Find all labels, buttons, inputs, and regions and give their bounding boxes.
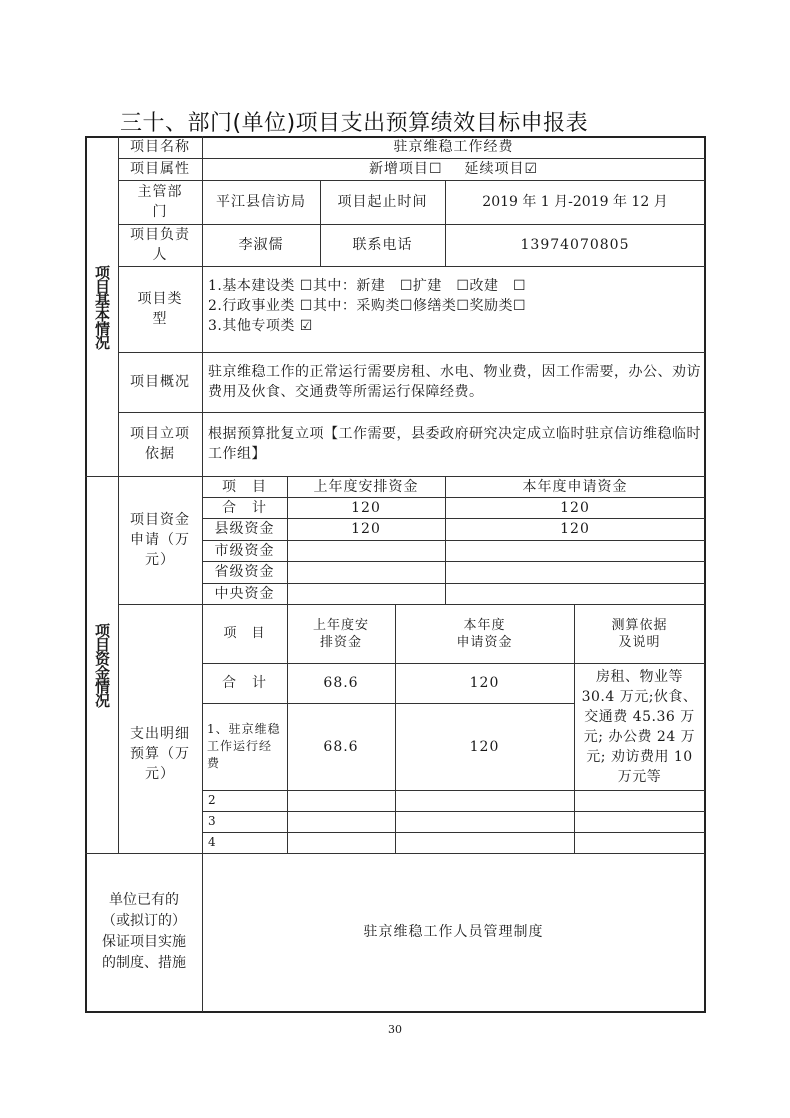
detail-row-item: 4 [208,835,217,849]
detail-row-last-year [287,811,395,832]
apply-row-last-year [287,540,445,561]
page-number: 30 [388,1023,402,1036]
attribute-continue-checkbox[interactable]: ☑ [524,161,539,177]
detail-row-last-year: 68.6 [323,738,359,755]
header-line: 申请资金 [456,634,513,650]
apply-row-this-year: 120 [560,521,590,537]
dept-label [118,180,202,224]
owner-value: 李淑儒 [238,237,284,253]
overview-value: 驻京维稳工作的正常运行需要房租、水电、物业费，因工作需要，办公、劝访费用及伙食、交通费等所需运行保障经费。 [208,364,701,400]
detail-row-item: 3 [208,814,217,828]
detail-header-last-year [287,604,395,663]
basis-value: 根据预算批复立项【工作需要，县委政府研究决定成立临时驻京信访维稳临时工作组】 [208,426,701,462]
apply-label-line: 申请（万 [130,532,190,548]
detail-row-this-year [395,790,574,811]
detail-header-this-year [395,604,574,663]
owner-label-line: 项目负责 [130,227,190,243]
owner-label-line: 人 [152,247,168,263]
apply-row-this-year: 120 [560,499,590,516]
section-label-text: 项目资金情况 [93,623,111,707]
detail-header-item: 项 目 [223,626,266,641]
basis-label-line: 项目立项 [130,426,190,442]
header-line: 测算依据 [611,617,668,633]
attribute-label: 项目属性 [130,161,190,177]
owner-label [118,224,202,266]
apply-label [118,476,202,604]
apply-row-this-year [445,583,705,604]
dept-label-line: 主管部 [137,184,183,200]
basis-line: 元; 办公费 24 万 [583,728,696,745]
attribute-new-label: 新增项目 [368,161,429,177]
detail-row-this-year: 120 [469,738,500,755]
detail-label-line: 支出明细 [130,725,190,742]
detail-row-item: 合 计 [222,675,267,691]
type-label-line: 项目类 [137,291,183,307]
detail-basis-value [574,663,705,790]
attribute-new-checkbox[interactable]: ☐ [428,161,443,177]
apply-label-line: 项目资金 [130,512,190,528]
apply-row-last-year: 120 [351,499,381,516]
type-option-line: 1.基本建设类 ☐其中：新建 ☐扩建 ☐改建 ☐ [208,278,527,294]
measures-label-line: 保证项目实施 [102,934,186,950]
section-label-text: 项目基本情况 [93,264,111,349]
apply-row-last-year [287,583,445,604]
detail-row-last-year [287,790,395,811]
detail-label-line: 元） [145,765,175,782]
project-name-value: 驻京维稳工作经费 [393,139,514,155]
measures-label-line: 单位已有的 [109,892,179,908]
detail-row-item [202,703,287,790]
dept-value: 平江县信访局 [216,194,306,210]
basis-line: 元; 劝访费用 10 [586,748,693,765]
basis-line: 房租、物业等 [596,668,683,685]
type-value [202,266,705,352]
apply-header-last-year: 上年度安排资金 [313,478,419,495]
basis-line: 交通费 45.36 万 [584,708,695,725]
apply-row-this-year [445,561,705,583]
item-line: 费 [207,756,221,770]
apply-header-item: 项 目 [222,478,267,495]
measures-value: 驻京维稳工作人员管理制度 [363,924,544,940]
header-line: 排资金 [319,634,362,650]
section-label-basic [86,137,118,476]
apply-row-item: 合 计 [222,499,267,516]
apply-row-item: 市级资金 [214,542,275,559]
section-label-funds [86,477,118,853]
phone-value: 13974070805 [520,237,630,253]
period-value: 2019 年 1 月-2019 年 12 月 [482,194,668,210]
project-name-label: 项目名称 [130,139,190,155]
attribute-continue-label: 延续项目 [464,161,525,177]
apply-header-this-year: 本年度申请资金 [522,478,628,495]
item-line: 1、驻京维稳 [207,722,281,736]
measures-label [86,853,202,1011]
dept-label-line: 门 [152,204,168,220]
basis-label-line: 依据 [145,446,175,462]
phone-label: 联系电话 [352,237,413,253]
header-line: 上年度安 [312,617,369,633]
type-option-line: 3.其他专项类 ☑ [208,318,313,334]
page-title: 三十、部门(单位)项目支出预算绩效目标申报表 [120,111,589,136]
apply-row-last-year: 120 [351,521,381,537]
basis-line: 30.4 万元;伙食、 [581,688,698,705]
apply-label-line: 元） [145,552,175,568]
period-label: 项目起止时间 [337,194,428,210]
type-label-line: 型 [152,311,168,327]
apply-row-item: 省级资金 [214,564,275,580]
header-line: 及说明 [618,634,661,650]
detail-row-this-year [395,832,574,853]
apply-row-item: 县级资金 [214,521,275,537]
measures-label-line: （或拟订的） [102,913,186,929]
header-line: 本年度 [463,617,506,633]
detail-label [118,604,202,853]
item-line: 工作运行经 [207,739,273,753]
type-label [118,266,202,352]
apply-row-item: 中央资金 [214,585,275,602]
measures-label-line: 的制度、措施 [102,955,186,971]
apply-row-last-year [287,561,445,583]
detail-label-line: 预算（万 [130,745,190,762]
basis-label [118,412,202,476]
basis-line: 万元等 [617,768,662,785]
detail-row-last-year [287,832,395,853]
type-option-line: 2.行政事业类 ☐其中：采购类☐修缮类☐奖励类☐ [208,298,527,314]
apply-row-this-year [445,540,705,561]
attribute-value [202,158,705,180]
table-border-bottom [85,1011,706,1013]
detail-row-this-year [395,811,574,832]
detail-row-this-year: 120 [469,675,500,691]
detail-row-last-year: 68.6 [323,675,359,691]
detail-row-item: 2 [208,793,217,807]
detail-header-basis [574,604,705,663]
overview-label: 项目概况 [130,374,190,390]
